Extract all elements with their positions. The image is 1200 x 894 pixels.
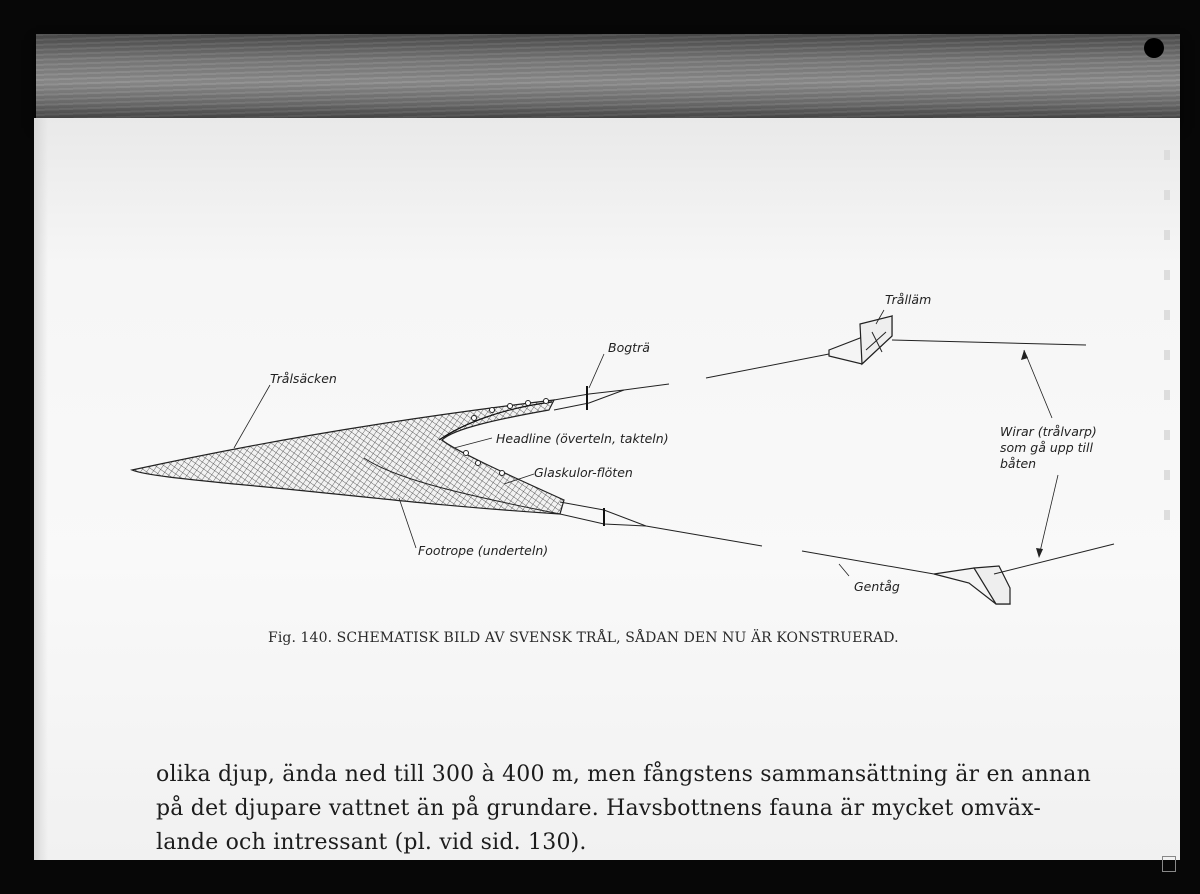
- label-wirar-3: båten: [1000, 456, 1037, 471]
- punch-hole: [1144, 38, 1164, 58]
- wooden-board: [36, 34, 1180, 122]
- label-bogtra: Bogträ: [608, 340, 650, 355]
- figure-caption: Fig. 140. SCHEMATISK BILD AV SVENSK TRÅL, SÅDAN DEN NU ÄR KONSTRUERAD.: [268, 630, 899, 646]
- body-paragraph: [156, 758, 1106, 860]
- film-edge-marks: [1160, 150, 1174, 870]
- label-footrope: Footrope (underteln): [418, 543, 549, 558]
- trawl-net: [132, 400, 564, 514]
- body-line-1: olika djup, ända ned till 300 à 400 m, men fångstens sammansättning är en annan: [156, 762, 1091, 787]
- label-gentag: Gentåg: [854, 579, 900, 594]
- label-headline: Headline (överteln, takteln): [496, 431, 669, 446]
- body-line-3: lande och intressant (pl. vid sid. 130).: [156, 830, 587, 855]
- book-page: [34, 118, 1180, 860]
- label-glaskulor: Glaskulor-flöten: [534, 465, 633, 480]
- label-wirar-1: Wirar (trålvarp): [1000, 424, 1097, 439]
- label-tralläm: Trålläm: [885, 292, 932, 307]
- label-wirar-2: som gå upp till: [1000, 440, 1093, 455]
- trawl-diagram: [34, 118, 1180, 638]
- label-tralsacken: Trålsäcken: [270, 371, 337, 386]
- body-line-2: på det djupare vattnet än på grundare. Havsbottnens fauna är mycket omväx-: [156, 796, 1042, 821]
- film-corner-mark: [1162, 856, 1176, 872]
